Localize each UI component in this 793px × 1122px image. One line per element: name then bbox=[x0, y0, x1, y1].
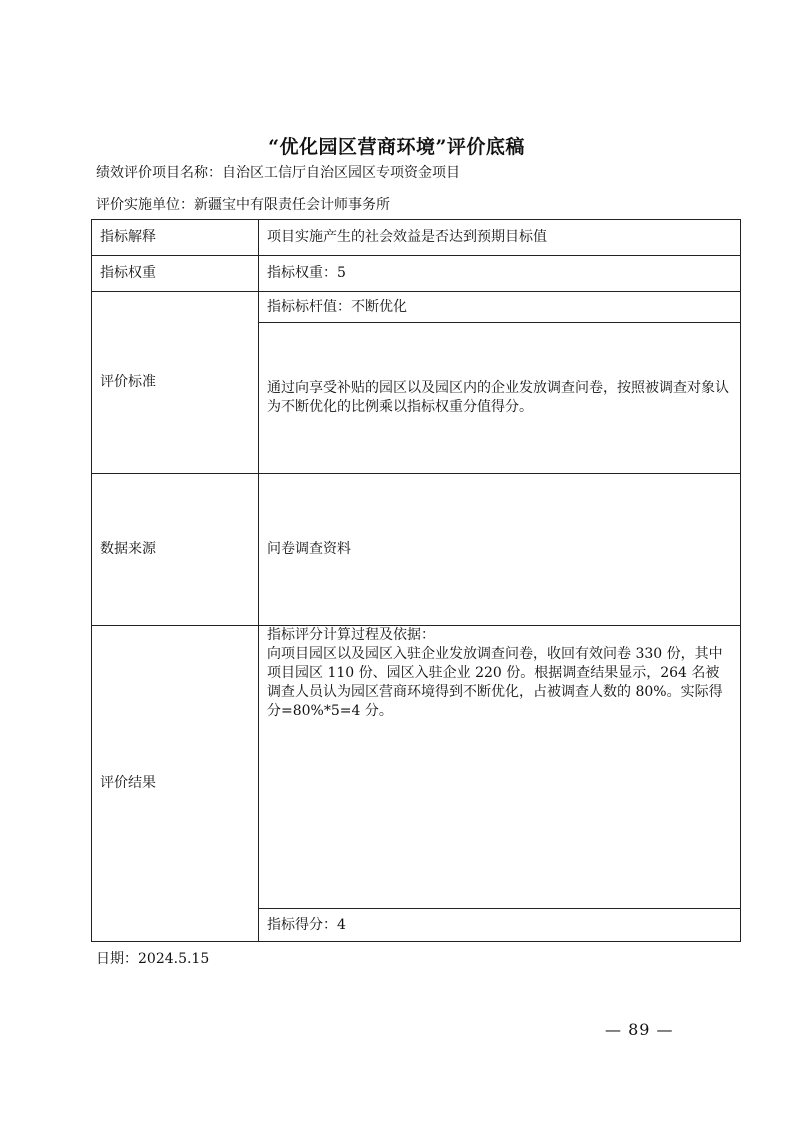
indicator-explanation-label: 指标解释 bbox=[92, 220, 259, 256]
evaluation-standard-label: 评价标准 bbox=[92, 292, 259, 474]
indicator-score: 指标得分：4 bbox=[259, 909, 741, 942]
result-heading: 指标评分计算过程及依据： bbox=[267, 627, 435, 643]
table-row bbox=[92, 292, 741, 323]
data-source-label: 数据来源 bbox=[92, 474, 259, 626]
document-title: “优化园区营商环境”评价底稿 bbox=[268, 136, 525, 158]
table-row bbox=[92, 220, 741, 256]
evaluation-unit-line: 评价实施单位：新疆宝中有限责任会计师事务所 bbox=[96, 197, 390, 213]
evaluation-standard-detail: 通过向享受补贴的园区以及园区内的企业发放调查问卷，按照被调查对象认为不断优化的比例乘以指标权重分值得分。 bbox=[259, 323, 741, 474]
page-number: — 89 — bbox=[605, 1020, 674, 1039]
data-source-value: 问卷调查资料 bbox=[259, 474, 741, 626]
document-date: 日期：2024.5.15 bbox=[96, 951, 210, 967]
table-row bbox=[92, 626, 741, 909]
table-row bbox=[92, 256, 741, 292]
project-name-line: 绩效评价项目名称：自治区工信厅自治区园区专项资金项目 bbox=[96, 165, 460, 181]
evaluation-result-label: 评价结果 bbox=[92, 626, 259, 942]
evaluation-result-content bbox=[259, 626, 741, 909]
indicator-explanation-value: 项目实施产生的社会效益是否达到预期目标值 bbox=[259, 220, 741, 256]
evaluation-table bbox=[91, 219, 741, 942]
benchmark-value: 指标标杆值：不断优化 bbox=[259, 292, 741, 323]
result-body: 向项目园区以及园区入驻企业发放调查问卷，收回有效问卷 330 份，其中项目园区 110 份、园区入驻企业 220 份。根据调查结果显示，264 名被调查人员认为园区营商环境得到不断优化，占被调查人数的 80%。实际得分=80%*5=4 分。 bbox=[267, 646, 723, 719]
indicator-weight-value: 指标权重：5 bbox=[259, 256, 741, 292]
indicator-weight-label: 指标权重 bbox=[92, 256, 259, 292]
table-row bbox=[92, 474, 741, 626]
